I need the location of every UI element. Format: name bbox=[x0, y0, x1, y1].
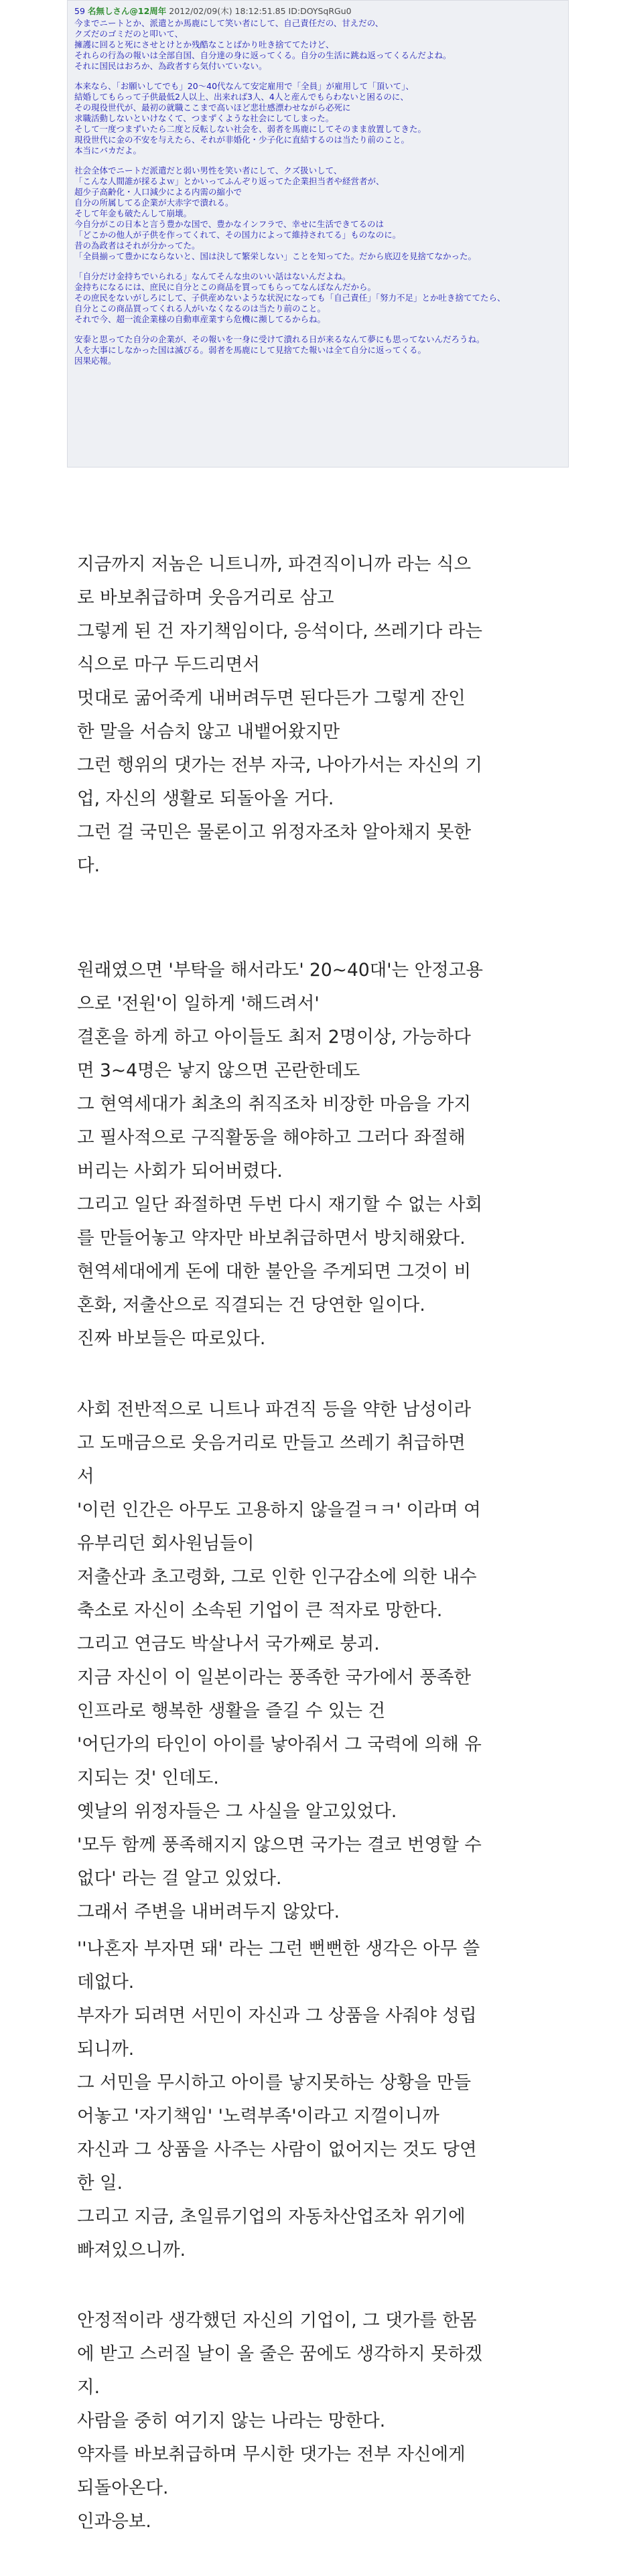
post-line: それに国民はおろか、為政者すら気付いていない。 bbox=[74, 61, 267, 71]
post-line: 超少子高齢化・人口減少による内需の縮小で bbox=[74, 187, 243, 197]
text-line: 그 현역세대가 최초의 취직조차 비장한 마음을 가지 bbox=[77, 1094, 472, 1115]
text-line: 축소로 자신이 소속된 기업이 큰 적자로 망한다. bbox=[77, 1600, 443, 1621]
text-line: 지. bbox=[77, 2377, 100, 2398]
japanese-post-screenshot bbox=[67, 0, 569, 468]
text-line: 혼화, 저출산으로 직결되는 건 당연한 일이다. bbox=[77, 1295, 425, 1315]
text-line: 식으로 마구 두드리면서 bbox=[77, 654, 260, 675]
post-paragraph bbox=[74, 165, 561, 262]
poster-name: 名無しさん@12周年 bbox=[87, 6, 167, 16]
text-line: 한 일. bbox=[77, 2173, 123, 2194]
post-line: その現役世代が、最初の就職ここまで高いほど悲壮感漂わせながら必死に bbox=[74, 102, 351, 113]
text-line: 현역세대에게 돈에 대한 불안을 주게되면 그것이 비 bbox=[77, 1261, 472, 1282]
text-line: 유부리던 회사원님들이 bbox=[77, 1533, 255, 1554]
text-line: 되돌아온다. bbox=[77, 2478, 169, 2498]
text-line: 한 말을 서슴치 않고 내뱉어왔지만 bbox=[77, 721, 340, 742]
text-line: 에 받고 스러질 날이 올 줄은 꿈에도 생각하지 못하겠 bbox=[77, 2344, 482, 2364]
post-line: 金持ちになるには、庶民に自分とこの商品を買ってもらってなんぼなんだから。 bbox=[74, 282, 376, 292]
post-header bbox=[74, 6, 561, 17]
post-line: 今自分がこの日本と言う豊かな国で、豊かなインフラで、幸せに生活できてるのは bbox=[74, 219, 385, 229]
text-line: 부자가 되려면 서민이 자신과 그 상품을 사줘야 성립 bbox=[77, 2005, 477, 2026]
text-line: 그리고 지금, 초일류기업의 자동차산업조차 위기에 bbox=[77, 2206, 466, 2227]
post-line: 今までニートとか、派遣とか馬鹿にして笑い者にして、自己責任だの、甘えだの、 bbox=[74, 18, 384, 28]
text-line: 결혼을 하게 하고 아이들도 최저 2명이상, 가능하다 bbox=[77, 1027, 471, 1048]
post-line: 自分の所属してる企業が大赤字で潰れる。 bbox=[74, 198, 234, 208]
text-line: 어놓고 '자기책임' '노력부족'이라고 지껄이니까 bbox=[77, 2106, 439, 2127]
post-line: 求職活動しないといけなくて、つまずくような社会にしてしまった。 bbox=[74, 113, 334, 123]
post-line: それで今、超一流企業様の自動車産業すら危機に瀕してるからね。 bbox=[74, 314, 326, 324]
post-paragraph bbox=[74, 271, 561, 325]
post-line: 安泰と思ってた自分の企業が、その報いを一身に受けて潰れる日が来るなんて夢にも思ってないんだろうね。 bbox=[74, 334, 485, 344]
post-line: 因果応報。 bbox=[74, 356, 117, 366]
text-line: 되니까. bbox=[77, 2039, 135, 2060]
text-line: 그 서민을 무시하고 아이를 낳지못하는 상황을 만들 bbox=[77, 2072, 472, 2093]
text-line: 자신과 그 상품을 사주는 사람이 없어지는 것도 당연 bbox=[77, 2139, 477, 2160]
text-line: 서 bbox=[77, 1466, 94, 1487]
korean-paragraph-5 bbox=[77, 2304, 546, 2538]
korean-paragraph-2 bbox=[77, 954, 546, 1356]
text-line: 데없다. bbox=[77, 1972, 135, 1993]
text-line: 그런 행위의 댓가는 전부 자국, 나아가서는 자신의 기 bbox=[77, 755, 482, 776]
text-line: 그래서 주변을 내버려두지 않았다. bbox=[77, 1902, 340, 1922]
text-line: 멋대로 굶어죽게 내버려두면 된다든가 그렇게 잔인 bbox=[77, 688, 466, 709]
post-line: 結婚してもらって子供最低2人以上、出来れば3人、4人と産んでもらわないと困るのに、 bbox=[74, 92, 409, 102]
korean-paragraph-1 bbox=[77, 548, 546, 883]
text-line: 를 만들어놓고 약자만 바보취급하면서 방치해왔다. bbox=[77, 1228, 466, 1248]
text-line: 다. bbox=[77, 855, 100, 876]
post-line: 人を大事にしなかった国は滅びる。弱者を馬鹿にして見捨てた報いは全て自分に返ってくる。 bbox=[74, 345, 427, 355]
text-line: 인과응보. bbox=[77, 2511, 151, 2532]
post-paragraph bbox=[74, 81, 561, 156]
post-line: そして年金も破たんして崩壊。 bbox=[74, 208, 192, 218]
text-line: 인프라로 행복한 생활을 즐길 수 있는 건 bbox=[77, 1701, 386, 1721]
post-body bbox=[74, 18, 561, 366]
post-paragraph bbox=[74, 18, 561, 72]
text-line: 업, 자신의 생활로 되돌아올 거다. bbox=[77, 788, 334, 809]
post-line: クズだのゴミだのと叩いて、 bbox=[74, 29, 184, 39]
text-line: 안정적이라 생각했던 자신의 기업이, 그 댓가를 한몸 bbox=[77, 2310, 477, 2331]
korean-paragraph-4 bbox=[77, 1932, 546, 2267]
text-line: 약자를 바보취급하며 무시한 댓가는 전부 자신에게 bbox=[77, 2444, 466, 2465]
text-line: 옛날의 위정자들은 그 사실을 알고있었다. bbox=[77, 1801, 397, 1822]
text-line: 사회 전반적으로 니트나 파견직 등을 약한 남성이라 bbox=[77, 1399, 472, 1420]
text-line: 빠져있으니까. bbox=[77, 2240, 186, 2261]
post-line: その庶民をないがしろにして、子供産めないような状況になっても「自己責任」「努力不足」とか吐き捨ててたら、 bbox=[74, 293, 506, 303]
text-line: 버리는 사회가 되어버렸다. bbox=[77, 1161, 283, 1182]
text-line: 로 바보취급하며 웃음거리로 삼고 bbox=[77, 587, 334, 608]
post-line: 昔の為政者はそれが分かってた。 bbox=[74, 240, 200, 251]
korean-paragraph-3 bbox=[77, 1393, 546, 1929]
post-line: 社会全体でニートだ派遣だと弱い男性を笑い者にして、クズ扱いして、 bbox=[74, 165, 342, 175]
post-line: 「全員揃って豊かにならないと、国は決して繁栄しない」ことを知ってた。だから底辺を見捨てなかった。 bbox=[74, 251, 477, 261]
text-line: 그렇게 된 건 자기책임이다, 응석이다, 쓰레기다 라는 bbox=[77, 621, 482, 642]
text-line: 으로 '전원'이 일하게 '해드려서' bbox=[77, 993, 320, 1014]
text-line: 면 3~4명은 낳지 않으면 곤란한데도 bbox=[77, 1060, 360, 1081]
text-line: 없다' 라는 걸 알고 있었다. bbox=[77, 1868, 282, 1889]
post-line: それらの行為の報いは全部自国、自分達の身に返ってくる。自分の生活に跳ね返ってくるんだよね。 bbox=[74, 50, 452, 60]
post-line: 「こんな人間誰が採るよｗ」とかいってふんぞり返ってた企業担当者や経営者が、 bbox=[74, 176, 385, 186]
post-line: そして一度つまずいたら二度と反転しない社会を、弱者を馬鹿にしてそのまま放置してきた。 bbox=[74, 124, 427, 134]
text-line: 지금까지 저놈은 니트니까, 파견직이니까 라는 식으 bbox=[77, 554, 472, 575]
text-line: 그리고 일단 좌절하면 두번 다시 재기할 수 없는 사회 bbox=[77, 1194, 482, 1215]
post-line: 自分とこの商品買ってくれる人がいなくなるのは当たり前のこと。 bbox=[74, 303, 326, 313]
text-line: 그런 걸 국민은 물론이고 위정자조차 알아채지 못한 bbox=[77, 822, 472, 843]
text-line: 그리고 연금도 박살나서 국가째로 붕괴. bbox=[77, 1634, 380, 1654]
post-number: 59 bbox=[74, 6, 85, 16]
text-line: 사람을 중히 여기지 않는 나라는 망한다. bbox=[77, 2411, 386, 2431]
text-line: 지금 자신이 이 일본이라는 풍족한 국가에서 풍족한 bbox=[77, 1667, 472, 1688]
text-line: 고 도매금으로 웃음거리로 만들고 쓰레기 취급하면 bbox=[77, 1433, 466, 1453]
post-line: 現役世代に金の不安を与えたら、それが非婚化・少子化に直結するのは当たり前のこと。 bbox=[74, 135, 410, 145]
text-line: '이런 인간은 아무도 고용하지 않을걸ㅋㅋ' 이라며 여 bbox=[77, 1500, 481, 1520]
text-line: 고 필사적으로 구직활동을 해야하고 그러다 좌절해 bbox=[77, 1127, 466, 1148]
text-line: 저출산과 초고령화, 그로 인한 인구감소에 의한 내수 bbox=[77, 1567, 477, 1587]
post-line: 擁護に回ると死にさせとけとか残酷なことばかり吐き捨ててたけど、 bbox=[74, 40, 334, 50]
text-line: 진짜 바보들은 따로있다. bbox=[77, 1328, 266, 1349]
post-meta: 2012/02/09(木) 18:12:51.85 ID:DOYSqRGu0 bbox=[169, 6, 352, 16]
text-line: 원래였으면 '부탁을 해서라도' 20~40대'는 안정고용 bbox=[77, 960, 483, 981]
text-line: '어딘가의 타인이 아이를 낳아줘서 그 국력에 의해 유 bbox=[77, 1734, 482, 1755]
text-line: ''나혼자 부자면 돼' 라는 그런 뻔뻔한 생각은 아무 쓸 bbox=[77, 1938, 480, 1959]
post-line: 「自分だけ金持ちでいられる」なんてそんな虫のいい話はないんだよね。 bbox=[74, 271, 351, 281]
post-line: 「どこかの他人が子供を作ってくれて、その国力によって維持されてる」ものなのに。 bbox=[74, 230, 401, 240]
text-line: '모두 함께 풍족해지지 않으면 국가는 결코 번영할 수 bbox=[77, 1835, 482, 1855]
post-line: 本当にバカだよ。 bbox=[74, 145, 142, 155]
post-line: 本来なら、「お願いしてでも」20～40代なんて安定雇用で「全員」が雇用して「頂いて」、 bbox=[74, 81, 414, 91]
text-line: 지되는 것' 인데도. bbox=[77, 1768, 219, 1788]
post-paragraph bbox=[74, 334, 561, 366]
